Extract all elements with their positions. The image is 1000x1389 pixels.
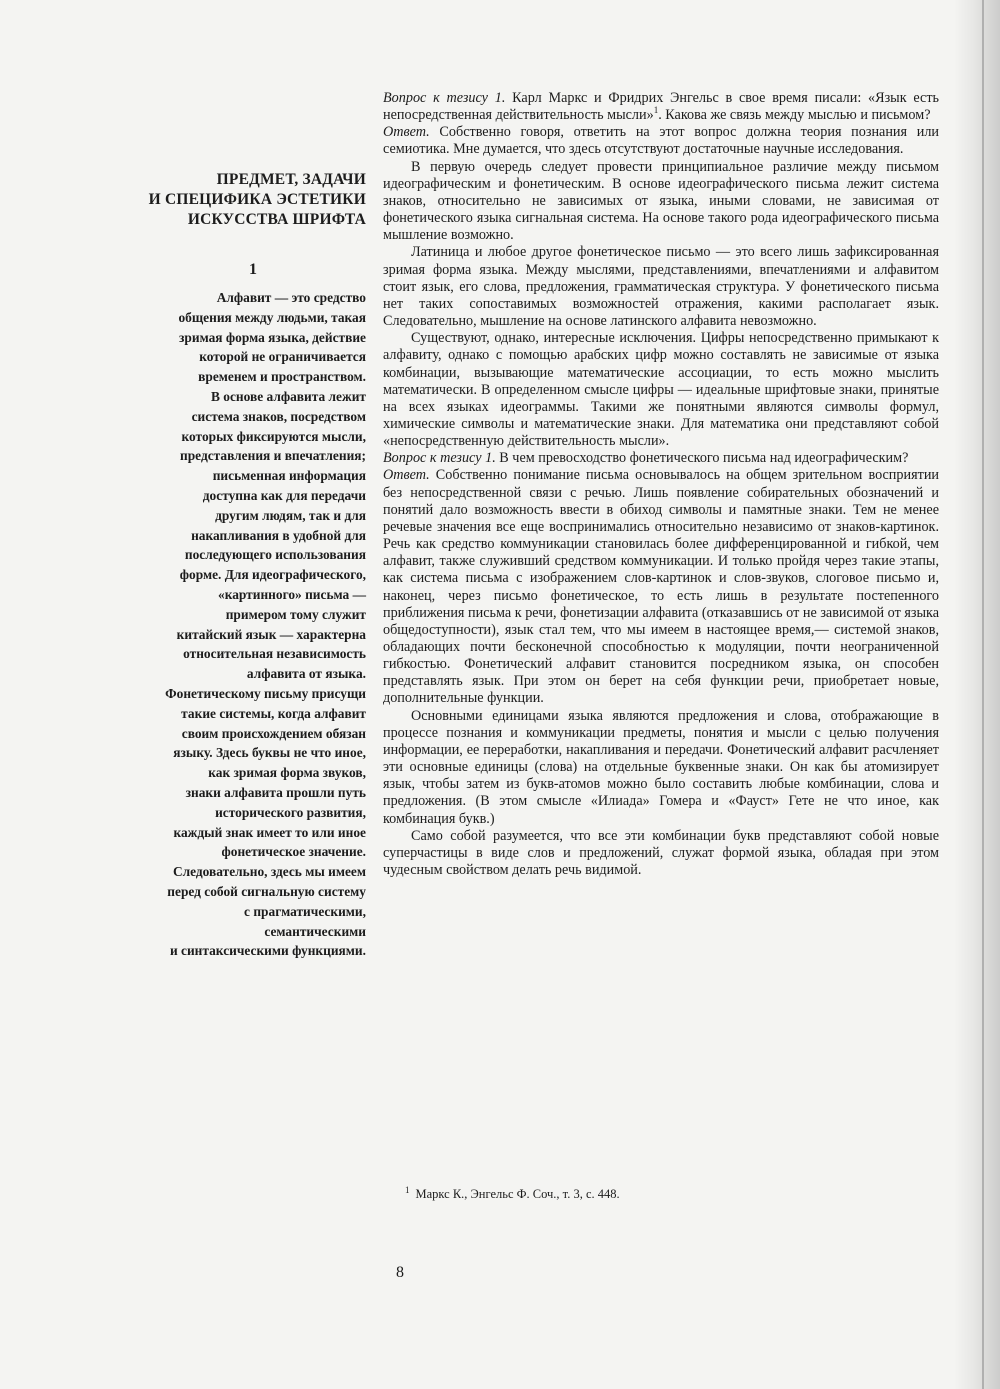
answer-label: Ответ. xyxy=(383,124,430,141)
sidebar-line: зримая форма языка, действие xyxy=(179,329,366,345)
chapter-title-line: ПРЕДМЕТ, ЗАДАЧИ xyxy=(216,171,366,188)
sidebar-line: которой не ограничивается xyxy=(199,349,366,365)
sidebar-line: каждый знак имеет то или иное xyxy=(173,824,366,840)
sidebar-line: китайский язык — характерна xyxy=(176,626,366,642)
sidebar-line: знаки алфавита прошли путь xyxy=(185,784,366,800)
sidebar-line: общения между людьми, такая xyxy=(178,309,366,325)
sidebar-line: Следовательно, здесь мы имеем xyxy=(172,864,366,880)
body-paragraph: В первую очередь следует провести принципиальное различие между письмом идеографическим и фонетическим. В основе идеографического письма лежит система знаков, относительно не зависимых от языка, иными словами, не зависимая от фонетического языка сигнальная система. На основе такого рода идеографического письма мышление возможно. xyxy=(383,158,939,244)
page-edge-shadow xyxy=(954,0,1000,1389)
sidebar-line: языку. Здесь буквы не что иное, xyxy=(173,745,366,761)
sidebar-line: В основе алфавита лежит xyxy=(211,388,366,404)
sidebar-line: «картинного» письма — xyxy=(218,586,366,602)
sidebar-line: перед собой сигнальную систему xyxy=(167,883,366,899)
section-number: 1 xyxy=(249,261,257,278)
body-paragraph: Существуют, однако, интересные исключения. Цифры непосредственно примыкают к алфавиту, однако с помощью арабских цифр можно составлять не зависимые от языка комбинации, вызывающие математические ассоциации, то есть можно мыслить математически. В определенном смысле цифры — идеальные шрифтовые знаки, принятые на всех языках идеограммы. Такими же понятными являются символы формул, химические символы и математические знаки. Для математика они представляют собой «непосредственную действительность мысли». xyxy=(383,330,939,450)
page-number: 8 xyxy=(396,1264,404,1281)
answer-text: Собственно говоря, ответить на этот вопрос должна теория познания или семиотика. Мне думается, что здесь отсутствуют достаточные научные исследования. xyxy=(383,124,939,158)
question-text-tail: . Какова же связь между мыслью и письмом? xyxy=(658,107,931,124)
sidebar-line: фонетическое значение. xyxy=(221,844,366,860)
footnote xyxy=(405,1186,945,1202)
body-paragraph: Основными единицами языка являются предложения и слова, отображающие в процессе познания и коммуникации предметы, понятия и мысли с целью получения информации, ее переработки, накапливания и передачи. Фонетический алфавит расчленяет эти основные единицы (слова) на отдельные буквенные знаки. Он как бы атомизирует язык, чтобы затем из букв-атомов можно было составить любые комбинации, слова и предложения. (В этом смысле «Илиада» Гомера и «Фауст» Гете не что иное, как комбинация букв.) xyxy=(383,707,939,827)
question-paragraph xyxy=(383,90,939,124)
answer-text: Собственно понимание письма основывалось на общем зрительном восприятии без непосредственной связи с речью. Лишь появление собирательных обозначений и понятий дало возможность ввести в обиход символы и памятные знаки. Тем не менее речевые значения все еще воспринимались относительно независимо от знаков-картинок. Речь как средство коммуникации становилась более дифференцированной и гибкой, чем алфавит, также служивший средством коммуникации. И только пройдя через такие этапы, как система письма с изображением слов-картинок и слов-звуков, слоговое письмо и, наконец, через письмо фонетическое, то есть лишь в результате постепенного приближения письма к речи, фонетизации алфавита (отказавшись от не зависимой от языка общедоступности), язык стал тем, что мы имеем в настоящее время,— системой знаков, обладающих почти бесконечной способностью к модуляции, почти неограниченной гибкостью. Фонетический алфавит становится посредником языка, он способен представлять язык. При этом он берет на себя функции речи, приобретает новые, дополнительные функции. xyxy=(383,467,939,707)
question-text: Карл Маркс и Фридрих Энгельс в свое время писали: «Язык есть непосредственная действительность мысли» xyxy=(383,90,939,124)
sidebar-line: алфавита от языка. xyxy=(246,666,366,682)
sidebar-line: последующего использования xyxy=(184,547,366,563)
answer-paragraph xyxy=(383,124,939,158)
sidebar-line: и синтаксическими функциями. xyxy=(169,943,366,959)
sidebar-line: примером тому служит xyxy=(225,606,366,622)
sidebar-line: форме. Для идеографического, xyxy=(179,567,366,583)
footnote-marker: 1 xyxy=(405,1185,410,1195)
sidebar-line: семантическими xyxy=(264,923,366,939)
sidebar-line: система знаков, посредством xyxy=(191,408,366,424)
sidebar-line: Фонетическому письму присущи xyxy=(165,685,366,701)
chapter-title-line: И СПЕЦИФИКА ЭСТЕТИКИ xyxy=(148,191,366,208)
sidebar-line: временем и пространством. xyxy=(198,369,366,385)
sidebar-line: Алфавит — это средство xyxy=(216,290,366,305)
question-label: Вопрос к тезису 1. xyxy=(383,90,506,106)
sidebar-line: исторического развития, xyxy=(215,804,366,820)
sidebar-line: своим происхождением обязан xyxy=(181,725,366,741)
answer-label: Ответ. xyxy=(383,467,430,484)
body-paragraph: Само собой разумеется, что все эти комбинации букв представляют собой новые суперчастицы в виде слов и предложений, служат формой языка, обладая при этом чудесным свойством делать речь видимой. xyxy=(383,827,939,879)
chapter-title xyxy=(110,170,366,230)
sidebar-line: относительная независимость xyxy=(183,646,366,662)
answer-paragraph xyxy=(383,467,939,707)
sidebar-line: представления и впечатления; xyxy=(180,448,366,464)
main-text-column xyxy=(383,90,939,879)
left-column xyxy=(110,170,366,959)
sidebar-line: которых фиксируются мысли, xyxy=(181,428,366,444)
chapter-title-line: ИСКУССТВА ШРИФТА xyxy=(187,211,366,228)
question-label: Вопрос к тезису 1. xyxy=(383,450,496,467)
sidebar-line: доступна как для передачи xyxy=(202,487,366,503)
page-edge-line xyxy=(982,0,984,1389)
sidebar-line: как зримая форма звуков, xyxy=(208,765,366,781)
question-text: В чем превосходство фонетического письма над идеографическим? xyxy=(495,450,909,467)
question-paragraph xyxy=(383,450,939,467)
sidebar-line: другим людям, так и для xyxy=(215,507,366,523)
body-paragraph: Латиница и любое другое фонетическое письмо — это всего лишь зафиксированная зримая форма языка. Между мыслями, представлениями, впечатлениями и алфавитом стоит язык, его слова, предложения, грамматическая структура. У фонетического письма нет таких сопоставимых возможностей отражения, какими располагает язык. Следовательно, мышление на основе латинского алфавита невозможно. xyxy=(383,244,939,330)
footnote-reference: 1 xyxy=(653,105,659,116)
sidebar-line: с прагматическими, xyxy=(244,903,366,919)
sidebar-line: такие системы, когда алфавит xyxy=(181,705,366,721)
footnote-text: Маркс К., Энгельс Ф. Соч., т. 3, с. 448. xyxy=(415,1187,620,1201)
sidebar-line: письменная информация xyxy=(212,468,366,484)
sidebar-summary xyxy=(110,288,366,961)
sidebar-line: накапливания в удобной для xyxy=(191,527,366,543)
